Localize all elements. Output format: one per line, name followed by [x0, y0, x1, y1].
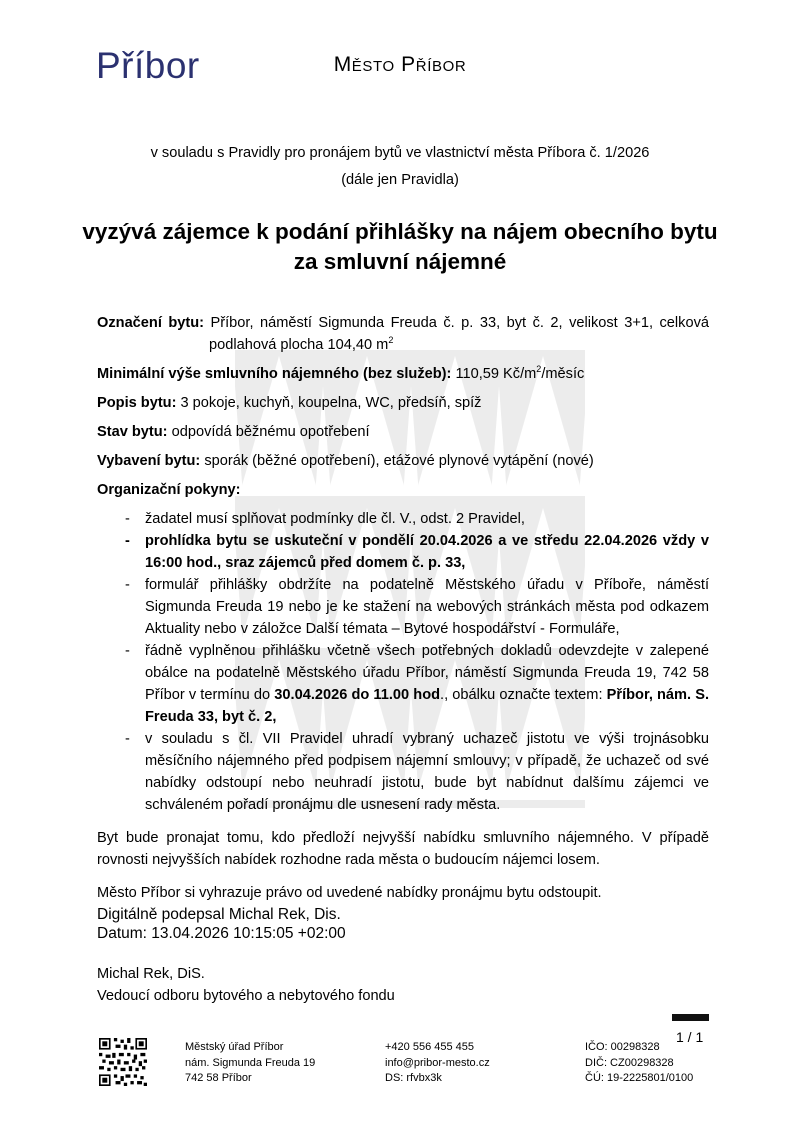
intro-block — [80, 140, 720, 194]
footer-line: +420 556 455 455 — [385, 1041, 475, 1053]
field-paragraph: Popis bytu: 3 pokoje, kuchyň, koupelna, WC, předsíň, spíž — [97, 395, 482, 411]
field-paragraph: Minimální výše smluvního nájemného (bez služeb): 110,59 $Kč/m^2$/měsíc — [97, 364, 585, 382]
footer-line: Městský úřad Příbor — [185, 1041, 284, 1053]
closing-paragraphs — [97, 827, 709, 904]
list-item: - v souladu s čl. VII Pravidel uhradí vybraný uchazeč jistotu ve výši trojnásobku měsíčního nájemného před podpisem nájemní smlouvy; v případě, že uchazeč od své nabídky odstoupí nebo neuhradí jistotu, bude byt nabídnut dalšímu zájemci ve schváleném pořadí pronájmu dle usnesení rady města. — [97, 728, 709, 816]
page-number: 1 / 1 — [676, 1029, 704, 1045]
list-item: - žadatel musí splňovat podmínky dle čl. V., odst. 2 Pravidel, — [97, 508, 709, 530]
footer-line: info@pribor-mesto.cz — [385, 1056, 490, 1069]
list-item: - řádně vyplněnou přihlášku včetně všech potřebných dokladů odevzdejte v zalepené obálce na podatelně Městského úřadu Příbor, náměstí Sigmunda Freuda 19, 742 58 Příbor v termínu do 30.04.2026 do 11.00 hod., obálku označte textem: Příbor, nám. S. Freuda 33, byt č. 2, — [97, 640, 709, 728]
page-footer — [0, 1012, 800, 1131]
body-paragraph: Byt bude pronajat tomu, kdo předloží nejvyšší nabídku smluvního nájemného. V případě rovnosti nejvyšších nabídek rozhodne rada města o budoucím nájemci losem. — [97, 830, 709, 868]
footer-line: nám. Sigmunda Freuda 19 — [185, 1056, 316, 1069]
body-paragraph: Město Příbor si vyhrazuje právo od uvedené nabídky pronájmu bytu odstoupit. — [97, 885, 602, 901]
digital-signature-line-2: Datum: 13.04.2026 10:15:05 +02:00 — [97, 924, 346, 942]
digital-signature-line-1: Digitálně podepsal Michal Rek, Dis. — [97, 906, 341, 923]
intro-line-1: v souladu s Pravidly pro pronájem bytů ve vlastnictví města Příbora č. 1/2026 — [150, 145, 650, 161]
field-paragraph: Označení bytu: Příbor, náměstí Sigmunda Freuda č. p. 33, byt č. 2, velikost 3+1, celková podlahová plocha 104,40 $m^2$ — [97, 315, 709, 353]
intro-line-2: (dále jen Pravidla) — [341, 172, 459, 188]
footer-line: IČO: 00298328 — [585, 1041, 660, 1053]
organization-title: Město Příbor — [333, 53, 467, 76]
signer-role: Vedoucí odboru bytového a nebytového fondu — [97, 987, 395, 1004]
footer-ids-column — [585, 1040, 693, 1087]
footer-line: ČÚ: 19-2225801/0100 — [585, 1072, 694, 1084]
field-list — [97, 312, 709, 501]
list-item: - formulář přihlášky obdržíte na podatelně Městského úřadu v Příboře, náměstí Sigmunda Freuda 19 nebo je ke stažení na webových stránkách města pod odkazem Aktuality nebo v záložce Další témata – Bytové hospodářství - Formuláře, — [97, 574, 709, 640]
document-body — [97, 312, 709, 904]
footer-address-column — [185, 1040, 315, 1087]
field-paragraph: Organizační pokyny: — [97, 482, 241, 498]
footer-line: DS: rfvbx3k — [385, 1072, 442, 1084]
digital-signature — [97, 906, 395, 943]
footer-divider-bar — [672, 1014, 709, 1021]
page-title: vyzývá zájemce k podání přihlášky na nájem obecního bytu za smluvní nájemné — [82, 219, 718, 274]
field-paragraph: Stav bytu: odpovídá běžnému opotřebení — [97, 424, 370, 440]
signer-block — [97, 964, 395, 1007]
signer-name: Michal Rek, DiS. — [97, 966, 205, 982]
signature-block — [97, 906, 395, 1007]
footer-line: DIČ: CZ00298328 — [585, 1056, 674, 1069]
bullet-list — [97, 508, 709, 816]
field-paragraph: Vybavení bytu: sporák (běžné opotřebení), etážové plynové vytápění (nové) — [97, 453, 594, 469]
qr-code — [99, 1038, 147, 1086]
footer-contact-column — [385, 1040, 490, 1087]
footer-line: 742 58 Příbor — [185, 1072, 252, 1084]
list-item: - prohlídka bytu se uskuteční v pondělí 20.04.2026 a ve středu 22.04.2026 vždy v 16:00 hod., sraz zájemců před domem č. p. 33, — [97, 530, 709, 574]
pribor-logo: Příbor — [96, 45, 200, 86]
